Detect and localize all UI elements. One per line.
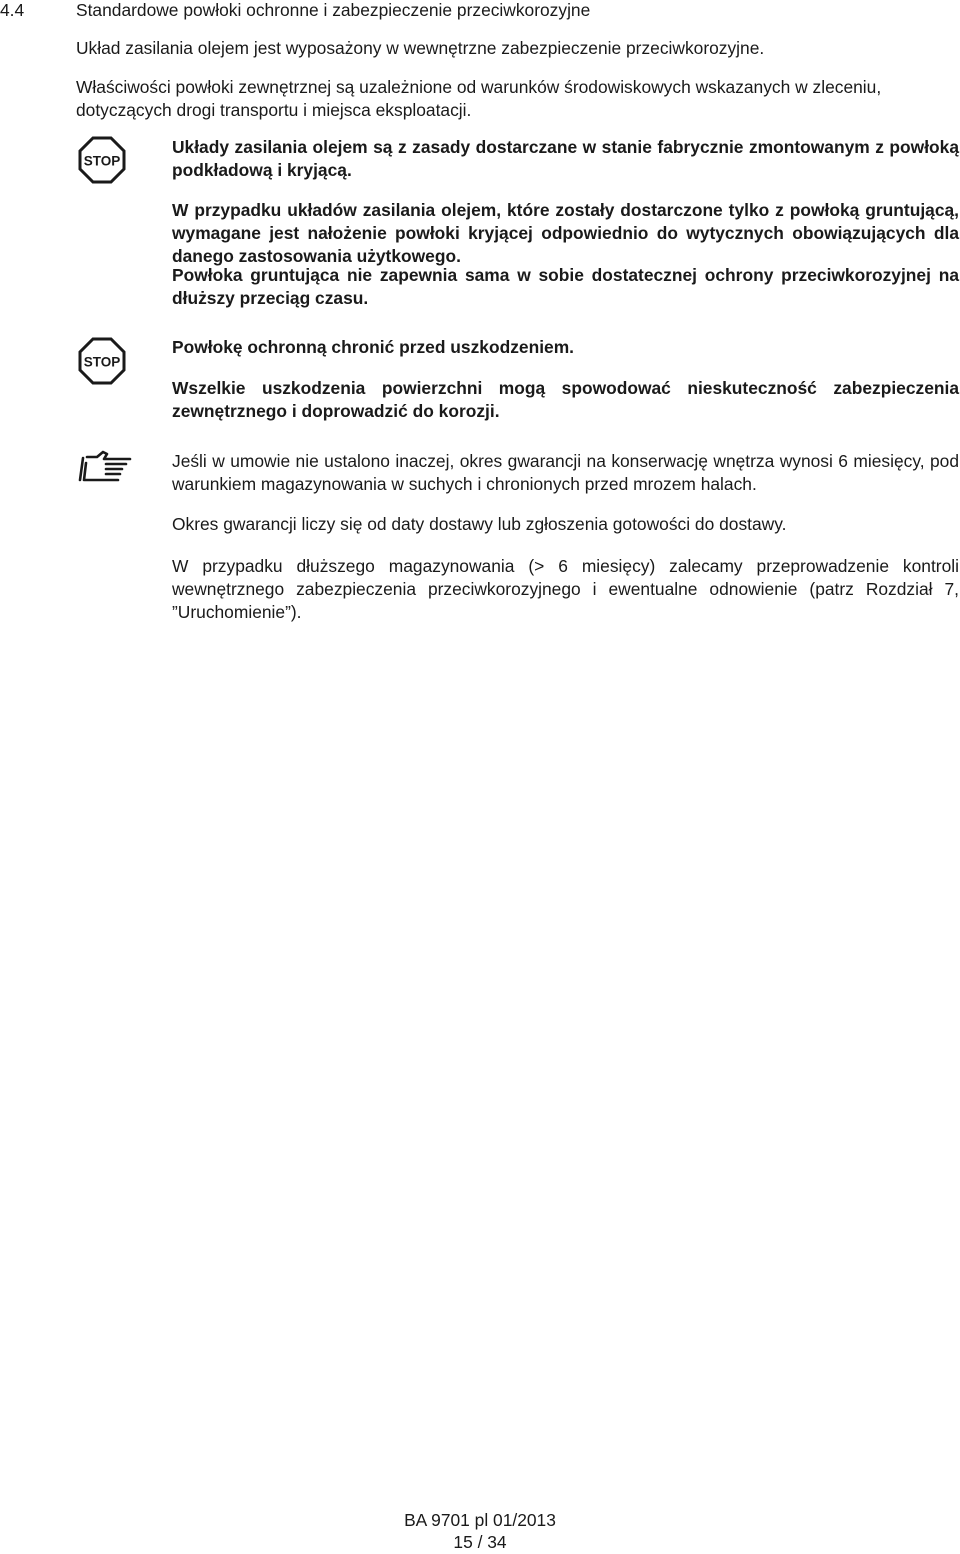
- stop-icon: [78, 337, 126, 385]
- warning-primer-only: W przypadku układów zasilania olejem, które zostały dostarczone tylko z powłoką gruntującą, wymagane jest nałożenie powłoki kryjącej odpowiednio do wytycznych obowiązujących dla danego zastosowania użytkowego.: [172, 200, 959, 266]
- footer-page-number: 15 / 34: [453, 1532, 507, 1552]
- note-warranty-period: Jeśli w umowie nie ustalono inaczej, okres gwarancji na konserwację wnętrza wynosi 6 miesięcy, pod warunkiem magazynowania w suchych i chronionych przed mrozem halach.: [172, 451, 959, 494]
- pointing-hand-icon: [76, 450, 134, 482]
- stop-icon: [78, 136, 126, 184]
- section-number: 4.4: [0, 0, 25, 20]
- warning-protect-coating: Powłokę ochronną chronić przed uszkodzeniem.: [172, 337, 574, 357]
- warning-factory-coating: Układy zasilania olejem są z zasady dostarczane w stanie fabrycznie zmontowanym z powłoką podkładową i kryjącą.: [172, 137, 959, 180]
- note-warranty-start: Okres gwarancji liczy się od daty dostawy lub zgłoszenia gotowości do dostawy.: [172, 514, 787, 534]
- paragraph-internal-protection: Układ zasilania olejem jest wyposażony w wewnętrzne zabezpieczenie przeciwkorozyjne.: [76, 38, 765, 58]
- warning-primer-insufficient: Powłoka gruntująca nie zapewnia sama w sobie dostatecznej ochrony przeciwkorozyjnej na dłuższy przeciąg czasu.: [172, 265, 959, 308]
- note-long-storage: W przypadku dłuższego magazynowania (> 6 miesięcy) zalecamy przeprowadzenie kontroli wewnętrznego zabezpieczenia przeciwkorozyjnego i ewentualne odnowienie (patrz Rozdział 7, ”Uruchomienie”).: [172, 556, 959, 622]
- paragraph-external-coating: Właściwości powłoki zewnętrznej są uzależnione od warunków środowiskowych wskazanych w zleceniu, dotyczących drogi transportu i miejsca eksploatacji.: [76, 77, 882, 120]
- section-title: Standardowe powłoki ochronne i zabezpieczenie przeciwkorozyjne: [76, 0, 591, 20]
- stop-icon-label: STOP: [83, 354, 121, 370]
- stop-icon-label: STOP: [83, 153, 121, 169]
- footer-document-id: BA 9701 pl 01/2013: [404, 1510, 556, 1530]
- warning-damage-corrosion: Wszelkie uszkodzenia powierzchni mogą spowodować nieskuteczność zabezpieczenia zewnętrznego i doprowadzić do korozji.: [172, 378, 959, 421]
